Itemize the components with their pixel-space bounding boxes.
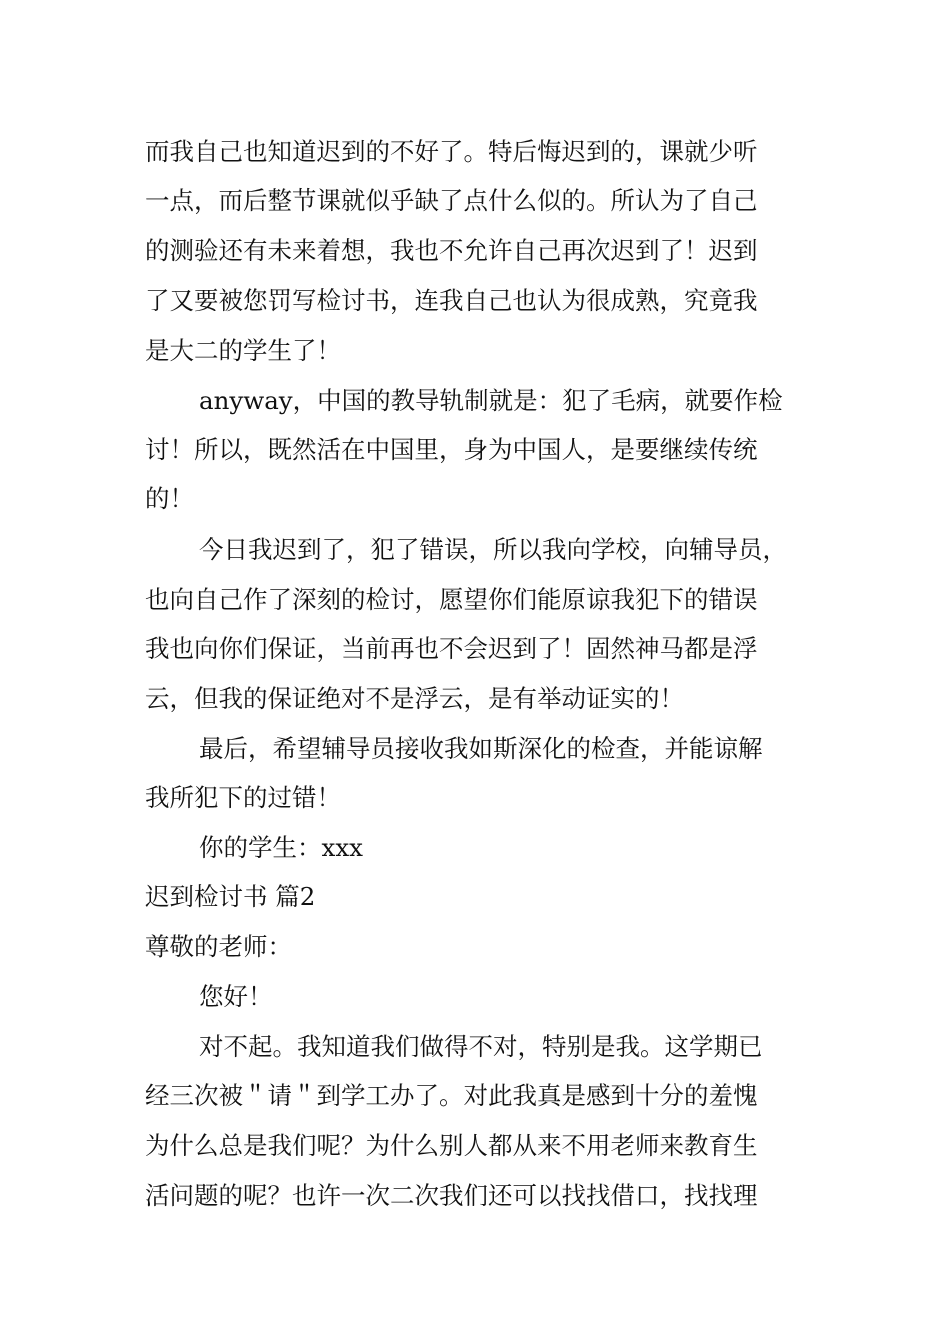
text-line: 也向自己作了深刻的检讨，愿望你们能原谅我犯下的错误 <box>145 585 758 614</box>
text-line: 讨！所以，既然活在中国里，身为中国人，是要继续传统 <box>145 435 758 464</box>
signature-line: 你的学生：xxx <box>199 833 363 862</box>
text-line: 的测验还有未来着想，我也不允许自己再次迟到了！迟到 <box>145 236 758 265</box>
text-line: 一点，而后整节课就似乎缺了点什么似的。所认为了自己 <box>145 186 758 215</box>
text-line: 我也向你们保证，当前再也不会迟到了！固然神马都是浮 <box>145 634 758 663</box>
greeting: 您好！ <box>199 982 273 1011</box>
text-line: 对不起。我知道我们做得不对，特别是我。这学期已 <box>199 1032 763 1061</box>
text-line: 活问题的呢？也许一次二次我们还可以找找借口，找找理 <box>145 1181 758 1210</box>
salutation: 尊敬的老师： <box>145 932 292 961</box>
text-line: 今日我迟到了，犯了错误，所以我向学校，向辅导员， <box>199 535 787 564</box>
text-line: 是大二的学生了！ <box>145 336 341 365</box>
text-line: 最后，希望辅导员接收我如斯深化的检查，并能谅解 <box>199 734 763 763</box>
text-line: 我所犯下的过错！ <box>145 783 341 812</box>
text-line: 了又要被您罚写检讨书，连我自己也认为很成熟，究竟我 <box>145 286 758 315</box>
text-line: 云，但我的保证绝对不是浮云，是有举动证实的！ <box>145 684 684 713</box>
text-line: anyway，中国的教导轨制就是：犯了毛病，就要作检 <box>199 386 783 415</box>
text-line: 的！ <box>145 484 194 513</box>
text-line: 经三次被＂请＂到学工办了。对此我真是感到十分的羞愧 <box>145 1081 758 1110</box>
section-title: 迟到检讨书 篇2 <box>145 882 316 911</box>
text-line: 为什么总是我们呢？为什么别人都从来不用老师来教育生 <box>145 1131 758 1160</box>
text-line: 而我自己也知道迟到的不好了。特后悔迟到的，课就少听 <box>145 137 758 166</box>
